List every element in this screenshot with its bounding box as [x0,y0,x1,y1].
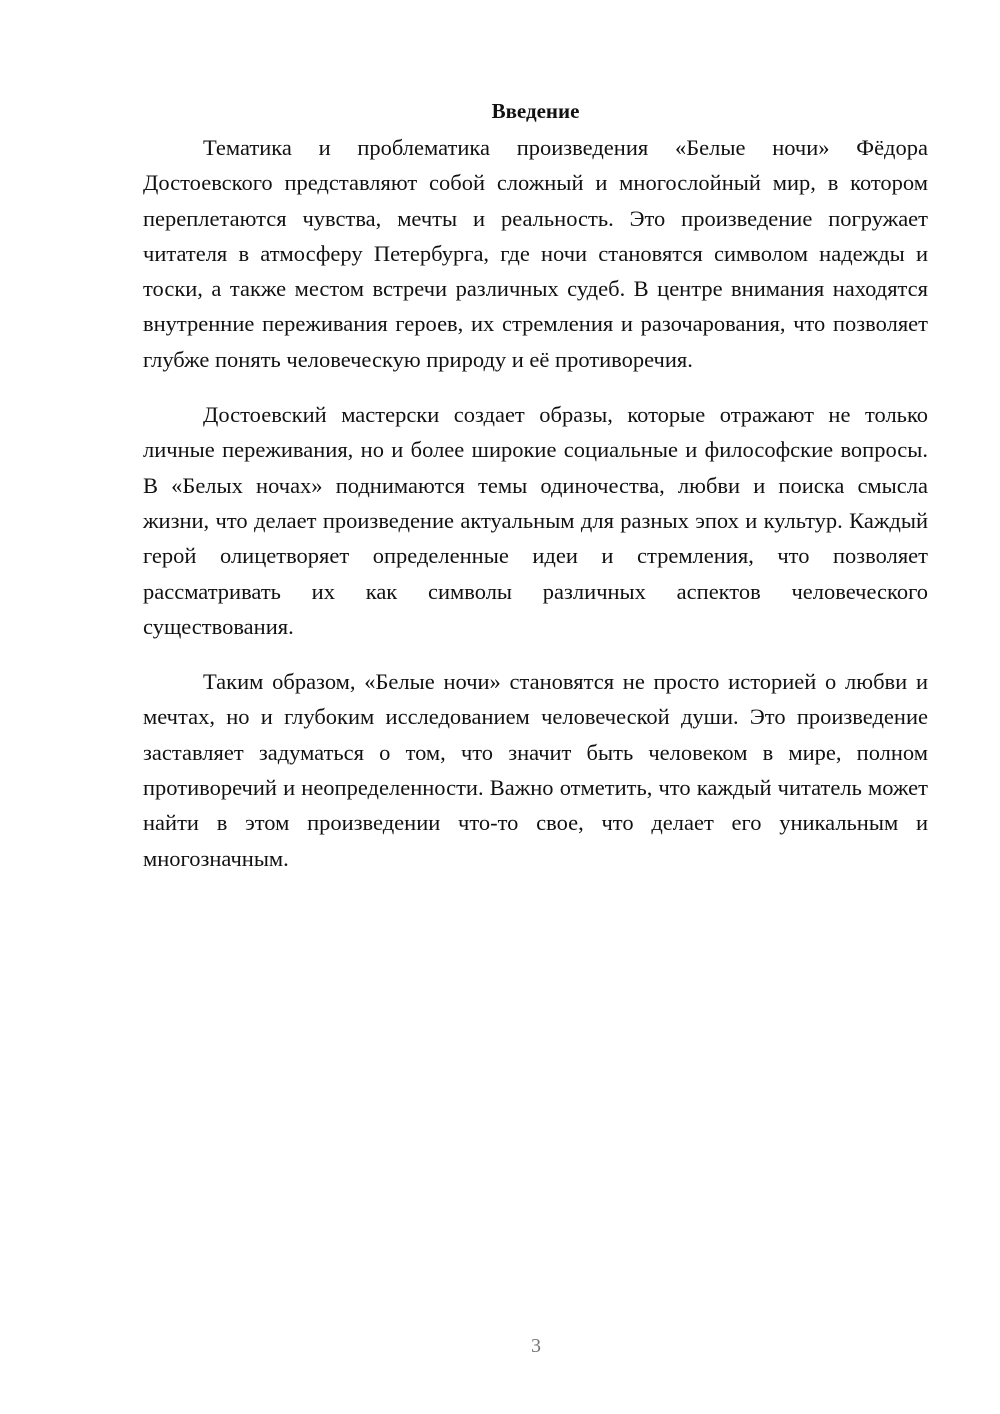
page-number: 3 [531,1335,541,1357]
section-title: Введение [491,99,580,123]
paragraph-1: Тематика и проблематика произведения «Белые ночи» Фёдора Достоевского представляют собой сложный и многослойный мир, в котором переплетаются чувства, мечты и реальность. Это произведение погружает читателя в атмосферу Петербурга, где ночи становятся символом надежды и тоски, а также местом встречи различных судеб. В центре внимания находятся внутренние переживания героев, их стремления и разочарования, что позволяет глубже понять человеческую природу и её противоречия. [143,135,928,372]
document-body [143,95,928,876]
paragraph-2: Достоевский мастерски создает образы, которые отражают не только личные переживания, но и более широкие социальные и философские вопросы. В «Белых ночах» поднимаются темы одиночества, любви и поиска смысла жизни, что делает произведение актуальным для разных эпох и культур. Каждый герой олицетворяет определенные идеи и стремления, что позволяет рассматривать их как символы различных аспектов человеческого существования. [143,402,928,639]
paragraph-3: Таким образом, «Белые ночи» становятся не просто историей о любви и мечтах, но и глубоким исследованием человеческой души. Это произведение заставляет задуматься о том, что значит быть человеком в мире, полном противоречий и неопределенности. Важно отметить, что каждый читатель может найти в этом произведении что-то свое, что делает его уникальным и многозначным. [143,669,928,871]
